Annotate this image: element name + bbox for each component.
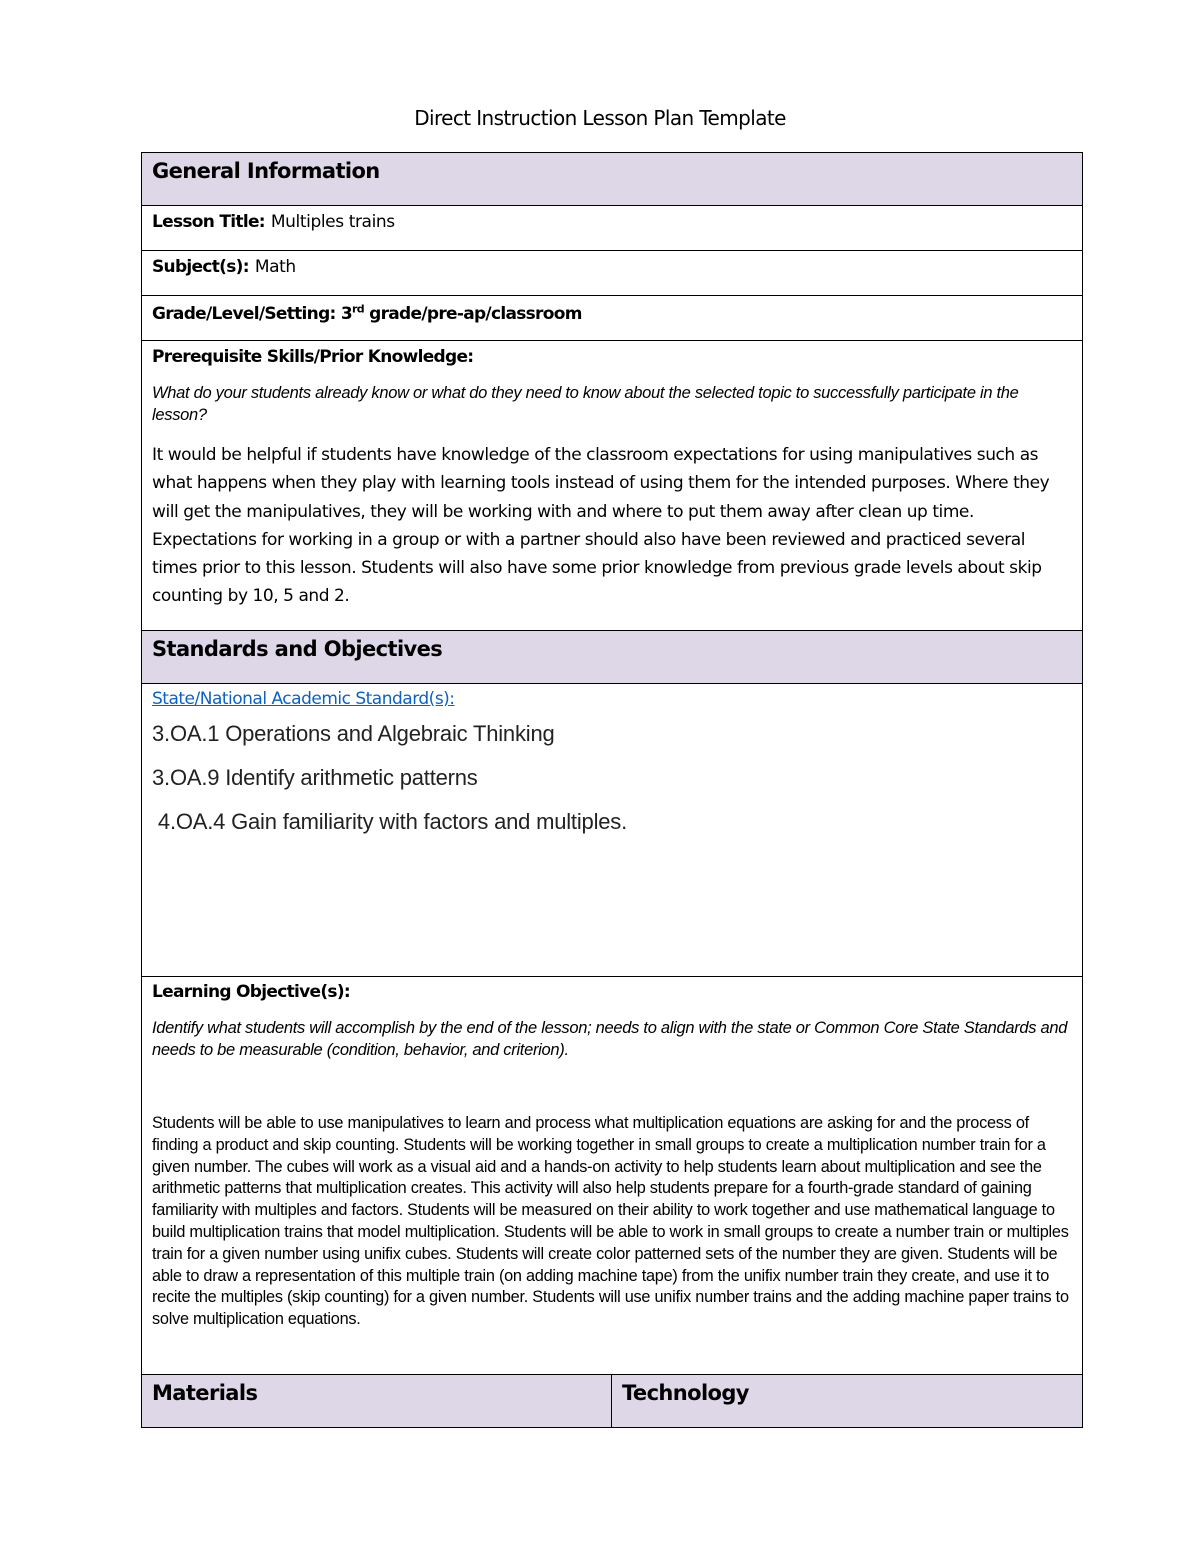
document-title: Direct Instruction Lesson Plan Template [414, 106, 786, 130]
subjects-value: Math [254, 257, 296, 277]
standards-objectives-header [142, 631, 1083, 684]
general-information-header [142, 153, 1083, 206]
standards-objectives-title: Standards and Objectives [152, 637, 443, 661]
grade-level-setting-row [142, 296, 1083, 341]
standard-item: 4.OA.4 Gain familiarity with factors and multiples. [152, 809, 628, 834]
standards-link[interactable]: State/National Academic Standard(s): [152, 689, 455, 709]
grade-level-setting-label: Grade/Level/Setting: 3 [152, 303, 352, 324]
technology-title: Technology [622, 1381, 749, 1405]
learning-objectives-label: Learning Objective(s): [152, 982, 351, 1002]
general-information-title: General Information [152, 159, 380, 183]
grade-ordinal-suffix: rd [352, 302, 364, 315]
standard-item: 3.OA.1 Operations and Algebraic Thinking [152, 721, 555, 746]
lesson-title-value: Multiples trains [270, 212, 395, 232]
subjects-row [142, 251, 1083, 296]
technology-header [612, 1375, 1083, 1428]
lesson-title-label: Lesson Title: [152, 212, 265, 232]
prerequisite-row [142, 341, 1083, 631]
materials-header [142, 1375, 612, 1428]
materials-title: Materials [152, 1381, 258, 1405]
learning-objectives-prompt: Identify what students will accomplish by the end of the lesson; needs to align with the state or Common Core State Standards and needs to be measurable (condition, behavior, and criterion). [152, 1019, 1068, 1059]
prerequisite-label: Prerequisite Skills/Prior Knowledge: [152, 347, 474, 367]
grade-level-setting-value: grade/pre-ap/classroom [363, 303, 582, 324]
learning-objectives-row [142, 977, 1083, 1375]
standard-item: 3.OA.9 Identify arithmetic patterns [152, 765, 478, 790]
learning-objectives-body: Students will be able to use manipulatives to learn and process what multiplication equations are asking for and the process of finding a product and skip counting. Students will be working together in small groups to create a multiplication number train for a given number. The cubes will work as a visual aid and a hands-on activity to help students learn about multiplication and see the arithmetic patterns that multiplication creates. This activity will also help students prepare for a fourth-grade standard of gaining familiarity with multiples and factors. Students will be measured on their ability to work together and use mathematical language to build multiplication trains that model multiplication. Students will be able to work in small groups to create a number train or multiples train for a given number using unifix cubes. Students will create color patterned sets of the number they are given. Students will be able to draw a representation of this multiple train (on adding machine tape) from the unifix number train they create, and use it to recite the multiples (skip counting) for a given number. Students will use unifix number trains and the adding machine paper trains to solve multiplication equations. [152, 1114, 1069, 1329]
standards-row [142, 684, 1083, 977]
subjects-label: Subject(s): [152, 257, 249, 277]
grade-level-setting-text [152, 304, 582, 324]
prerequisite-prompt: What do your students already know or what do they need to know about the selected topic to successfully participate in the lesson? [152, 384, 1019, 424]
prerequisite-answer: It would be helpful if students have knowledge of the classroom expectations for using manipulatives such as what happens when they play with learning tools instead of using them for the intended purposes. Where they will get the manipulatives, they will be working with and where to put them away after clean up time. Expectations for working in a group or with a partner should also have been reviewed and practiced several times prior to this lesson. Students will also have some prior knowledge from previous grade levels about skip counting by 10, 5 and 2. [152, 445, 1050, 607]
lesson-plan-table [141, 152, 1083, 1428]
lesson-title-row [142, 206, 1083, 251]
